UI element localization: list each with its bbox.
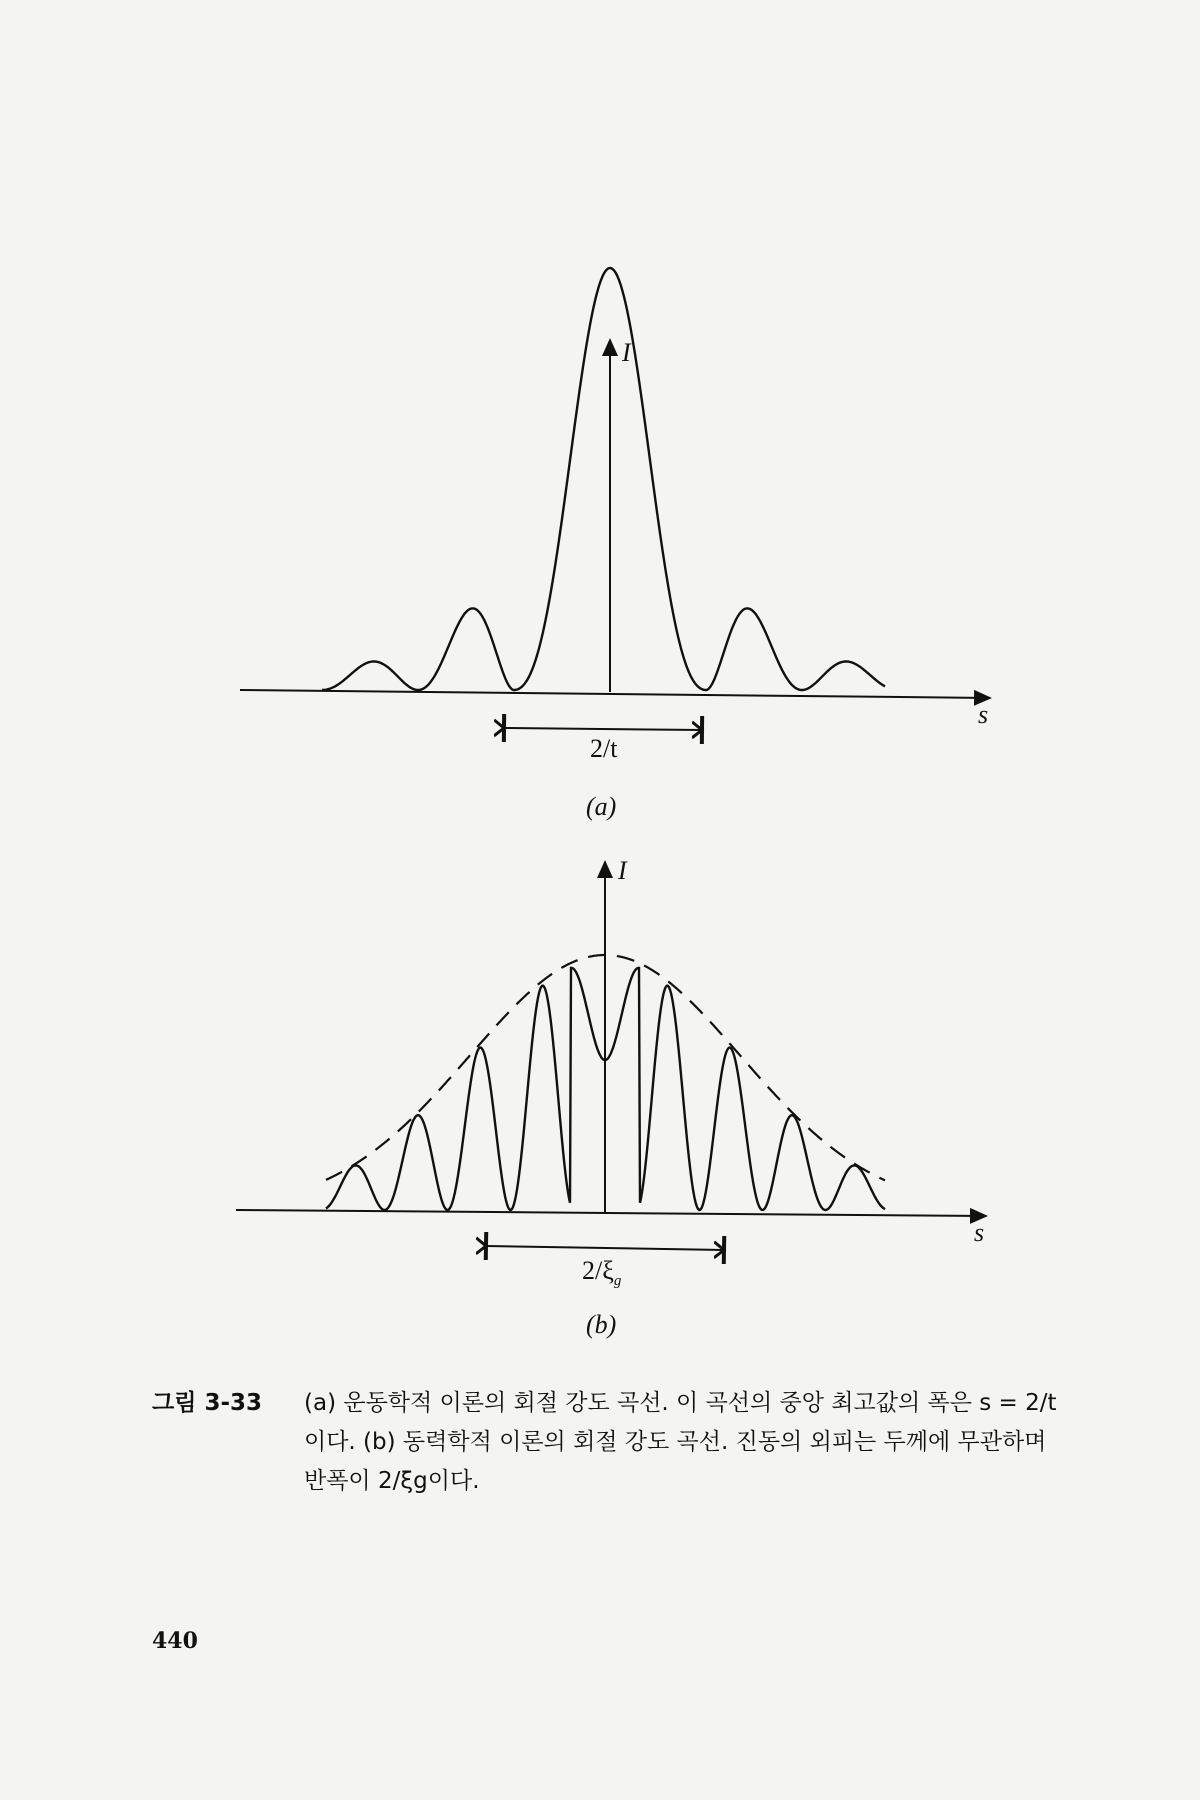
panel-a-x-label: s bbox=[978, 700, 989, 729]
panel-b-x-label: s bbox=[974, 1218, 985, 1247]
panel-b-x-axis bbox=[236, 1210, 986, 1216]
caption-text: (a) 운동학적 이론의 회절 강도 곡선. 이 곡선의 중앙 최고값의 폭은 s = 2/t이다. (b) 동력학적 이론의 회절 강도 곡선. 진동의 외피는 두께에 무관하며 반폭이 2/ξg이다. bbox=[304, 1390, 1057, 1494]
panel-a-width-label: 2/t bbox=[590, 734, 618, 763]
page-number: 440 bbox=[152, 1628, 198, 1654]
panel-b-graph bbox=[236, 862, 986, 1250]
panel-b-label: (b) bbox=[586, 1310, 617, 1339]
panel-a-label: (a) bbox=[586, 792, 617, 821]
panel-a-graph bbox=[240, 268, 990, 730]
panel-a-intensity-curve bbox=[322, 268, 885, 690]
panel-a-width-bar bbox=[504, 728, 702, 730]
panel-b-width-label-main: 2/ξ bbox=[582, 1256, 614, 1285]
panel-a-y-label: I bbox=[622, 338, 631, 367]
caption-number: 그림 3-33 bbox=[152, 1390, 262, 1416]
panel-b-width-label bbox=[582, 1256, 621, 1290]
panel-b-y-label: I bbox=[618, 856, 627, 885]
panel-a-x-axis bbox=[240, 690, 990, 698]
panel-b-width-label-sub: g bbox=[613, 1273, 622, 1290]
panel-b-width-bar bbox=[486, 1246, 724, 1250]
